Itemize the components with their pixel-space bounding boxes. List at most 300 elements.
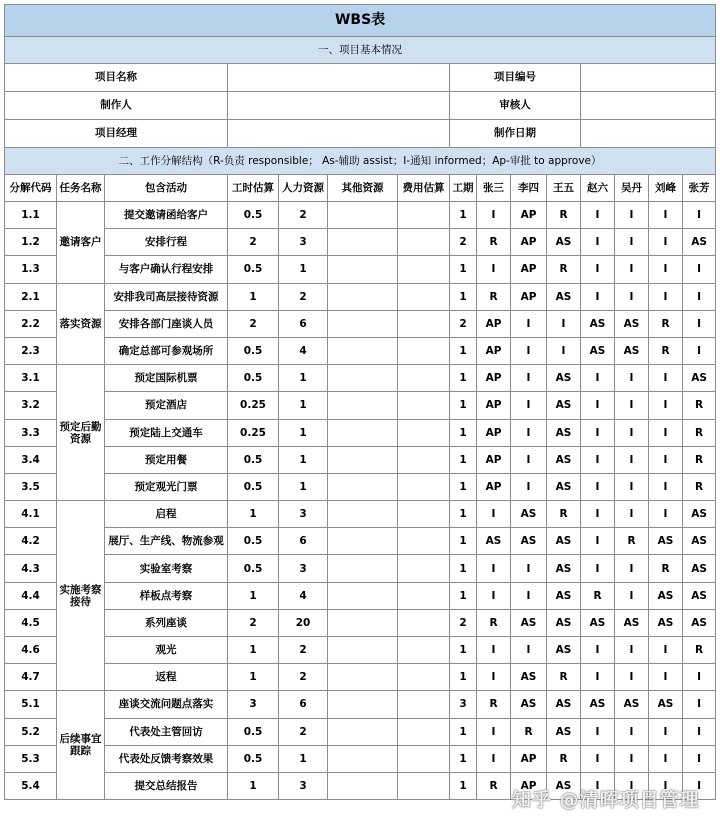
raci-cell[interactable]: I [581,392,615,419]
human-resources[interactable]: 6 [279,691,328,718]
raci-cell[interactable]: AS [511,691,547,718]
hours-estimate[interactable]: 0.25 [228,392,279,419]
raci-cell[interactable]: I [581,446,615,473]
raci-cell[interactable]: I [649,664,683,691]
wbs-code[interactable]: 1.3 [5,256,57,283]
wbs-code[interactable]: 3.1 [5,365,57,392]
cost-estimate[interactable] [398,745,450,772]
hours-estimate[interactable]: 1 [228,637,279,664]
raci-cell[interactable]: I [511,310,547,337]
raci-cell[interactable]: I [649,256,683,283]
raci-cell[interactable]: AS [511,501,547,528]
raci-cell[interactable]: AS [547,582,581,609]
raci-cell[interactable]: I [683,745,716,772]
hours-estimate[interactable]: 0.5 [228,446,279,473]
raci-cell[interactable]: R [547,664,581,691]
raci-cell[interactable]: AP [477,446,511,473]
other-resources[interactable] [328,718,398,745]
wbs-code[interactable]: 2.2 [5,310,57,337]
activity[interactable]: 实验室考察 [105,555,228,582]
date-value[interactable] [581,120,716,148]
other-resources[interactable] [328,555,398,582]
other-resources[interactable] [328,202,398,229]
raci-cell[interactable]: AS [547,609,581,636]
raci-cell[interactable]: I [581,637,615,664]
raci-cell[interactable]: I [477,637,511,664]
raci-cell[interactable]: AS [649,528,683,555]
duration[interactable]: 1 [450,501,477,528]
raci-cell[interactable]: I [581,501,615,528]
raci-cell[interactable]: R [547,501,581,528]
wbs-code[interactable]: 2.1 [5,283,57,310]
duration[interactable]: 2 [450,609,477,636]
reviewer-value[interactable] [581,92,716,120]
cost-estimate[interactable] [398,337,450,364]
cost-estimate[interactable] [398,609,450,636]
duration[interactable]: 1 [450,718,477,745]
raci-cell[interactable]: I [511,419,547,446]
raci-cell[interactable]: R [547,745,581,772]
duration[interactable]: 1 [450,473,477,500]
cost-estimate[interactable] [398,446,450,473]
cost-estimate[interactable] [398,528,450,555]
other-resources[interactable] [328,365,398,392]
raci-cell[interactable]: I [649,637,683,664]
raci-cell[interactable]: I [581,745,615,772]
duration[interactable]: 1 [450,337,477,364]
raci-cell[interactable]: I [683,664,716,691]
project-name-value[interactable] [228,64,450,92]
hours-estimate[interactable]: 0.25 [228,419,279,446]
cost-estimate[interactable] [398,555,450,582]
raci-cell[interactable]: AS [683,501,716,528]
author-value[interactable] [228,92,450,120]
duration[interactable]: 1 [450,555,477,582]
raci-cell[interactable]: AP [477,419,511,446]
wbs-code[interactable]: 3.3 [5,419,57,446]
raci-cell[interactable]: I [649,365,683,392]
raci-cell[interactable]: R [477,691,511,718]
raci-cell[interactable]: I [477,664,511,691]
raci-cell[interactable]: AS [615,310,649,337]
hours-estimate[interactable]: 3 [228,691,279,718]
raci-cell[interactable]: R [477,229,511,256]
raci-cell[interactable]: I [581,365,615,392]
raci-cell[interactable]: AS [683,582,716,609]
hours-estimate[interactable]: 1 [228,664,279,691]
raci-cell[interactable]: AS [547,637,581,664]
raci-cell[interactable]: I [683,256,716,283]
other-resources[interactable] [328,392,398,419]
hours-estimate[interactable]: 0.5 [228,256,279,283]
human-resources[interactable]: 20 [279,609,328,636]
raci-cell[interactable]: AS [683,528,716,555]
raci-cell[interactable]: I [649,501,683,528]
raci-cell[interactable]: AS [581,609,615,636]
hours-estimate[interactable]: 0.5 [228,202,279,229]
other-resources[interactable] [328,772,398,799]
raci-cell[interactable]: AS [547,691,581,718]
raci-cell[interactable]: AP [477,473,511,500]
raci-cell[interactable]: I [683,772,716,799]
raci-cell[interactable]: R [581,582,615,609]
human-resources[interactable]: 1 [279,745,328,772]
raci-cell[interactable]: AS [477,528,511,555]
cost-estimate[interactable] [398,283,450,310]
human-resources[interactable]: 1 [279,419,328,446]
raci-cell[interactable]: AS [615,691,649,718]
cost-estimate[interactable] [398,664,450,691]
duration[interactable]: 1 [450,446,477,473]
hours-estimate[interactable]: 2 [228,310,279,337]
activity[interactable]: 安排行程 [105,229,228,256]
hours-estimate[interactable]: 2 [228,229,279,256]
duration[interactable]: 1 [450,202,477,229]
human-resources[interactable]: 4 [279,337,328,364]
raci-cell[interactable]: AS [547,772,581,799]
hours-estimate[interactable]: 0.5 [228,555,279,582]
other-resources[interactable] [328,691,398,718]
other-resources[interactable] [328,473,398,500]
raci-cell[interactable]: I [615,582,649,609]
duration[interactable]: 1 [450,419,477,446]
human-resources[interactable]: 3 [279,555,328,582]
raci-cell[interactable]: AS [683,555,716,582]
task-name[interactable]: 落实资源 [57,283,105,365]
duration[interactable]: 1 [450,256,477,283]
activity[interactable]: 展厅、生产线、物流参观 [105,528,228,555]
raci-cell[interactable]: I [581,256,615,283]
human-resources[interactable]: 1 [279,256,328,283]
activity[interactable]: 系列座谈 [105,609,228,636]
raci-cell[interactable]: AP [477,337,511,364]
raci-cell[interactable]: I [581,229,615,256]
wbs-code[interactable]: 4.6 [5,637,57,664]
raci-cell[interactable]: R [683,637,716,664]
raci-cell[interactable]: R [683,446,716,473]
human-resources[interactable]: 3 [279,229,328,256]
raci-cell[interactable]: R [547,256,581,283]
project-no-value[interactable] [581,64,716,92]
human-resources[interactable]: 2 [279,664,328,691]
human-resources[interactable]: 1 [279,365,328,392]
other-resources[interactable] [328,582,398,609]
other-resources[interactable] [328,637,398,664]
raci-cell[interactable]: I [615,473,649,500]
raci-cell[interactable]: R [649,310,683,337]
activity[interactable]: 预定陆上交通车 [105,419,228,446]
duration[interactable]: 1 [450,365,477,392]
raci-cell[interactable]: AS [511,609,547,636]
activity[interactable]: 提交邀请函给客户 [105,202,228,229]
cost-estimate[interactable] [398,637,450,664]
human-resources[interactable]: 1 [279,392,328,419]
raci-cell[interactable]: AS [547,446,581,473]
raci-cell[interactable]: I [615,419,649,446]
hours-estimate[interactable]: 0.5 [228,528,279,555]
raci-cell[interactable]: I [581,664,615,691]
wbs-code[interactable]: 3.2 [5,392,57,419]
other-resources[interactable] [328,283,398,310]
duration[interactable]: 1 [450,582,477,609]
cost-estimate[interactable] [398,718,450,745]
raci-cell[interactable]: I [581,202,615,229]
duration[interactable]: 1 [450,772,477,799]
raci-cell[interactable]: AS [547,528,581,555]
raci-cell[interactable]: AP [511,283,547,310]
raci-cell[interactable]: AP [477,392,511,419]
activity[interactable]: 代表处主管回访 [105,718,228,745]
raci-cell[interactable]: I [547,310,581,337]
raci-cell[interactable]: I [683,283,716,310]
raci-cell[interactable]: AS [581,337,615,364]
human-resources[interactable]: 2 [279,637,328,664]
raci-cell[interactable]: I [683,718,716,745]
raci-cell[interactable]: I [649,392,683,419]
other-resources[interactable] [328,337,398,364]
raci-cell[interactable]: I [615,202,649,229]
task-name[interactable]: 后续事宜跟踪 [57,691,105,800]
raci-cell[interactable]: I [511,582,547,609]
raci-cell[interactable]: I [615,555,649,582]
hours-estimate[interactable]: 2 [228,609,279,636]
activity[interactable]: 返程 [105,664,228,691]
duration[interactable]: 1 [450,664,477,691]
wbs-code[interactable]: 5.1 [5,691,57,718]
cost-estimate[interactable] [398,365,450,392]
raci-cell[interactable]: AS [547,283,581,310]
wbs-code[interactable]: 4.2 [5,528,57,555]
human-resources[interactable]: 1 [279,446,328,473]
raci-cell[interactable]: AS [615,337,649,364]
raci-cell[interactable]: I [615,637,649,664]
raci-cell[interactable]: AS [547,419,581,446]
raci-cell[interactable]: AS [547,229,581,256]
manager-value[interactable] [228,120,450,148]
human-resources[interactable]: 2 [279,202,328,229]
activity[interactable]: 观光 [105,637,228,664]
activity[interactable]: 安排各部门座谈人员 [105,310,228,337]
raci-cell[interactable]: AS [649,609,683,636]
raci-cell[interactable]: I [477,555,511,582]
duration[interactable]: 1 [450,528,477,555]
activity[interactable]: 预定观光门票 [105,473,228,500]
raci-cell[interactable]: AP [511,256,547,283]
cost-estimate[interactable] [398,691,450,718]
raci-cell[interactable]: R [511,718,547,745]
cost-estimate[interactable] [398,202,450,229]
cost-estimate[interactable] [398,392,450,419]
raci-cell[interactable]: AS [683,609,716,636]
raci-cell[interactable]: I [477,582,511,609]
activity[interactable]: 预定国际机票 [105,365,228,392]
hours-estimate[interactable]: 0.5 [228,718,279,745]
raci-cell[interactable]: AS [547,555,581,582]
task-name[interactable]: 预定后勤资源 [57,365,105,501]
raci-cell[interactable]: I [649,419,683,446]
hours-estimate[interactable]: 0.5 [228,745,279,772]
other-resources[interactable] [328,229,398,256]
raci-cell[interactable]: I [477,202,511,229]
cost-estimate[interactable] [398,310,450,337]
cost-estimate[interactable] [398,501,450,528]
raci-cell[interactable]: I [477,718,511,745]
raci-cell[interactable]: AS [649,582,683,609]
wbs-code[interactable]: 1.1 [5,202,57,229]
activity[interactable]: 确定总部可参观场所 [105,337,228,364]
duration[interactable]: 1 [450,392,477,419]
raci-cell[interactable]: AS [511,664,547,691]
task-name[interactable]: 邀请客户 [57,202,105,284]
human-resources[interactable]: 3 [279,772,328,799]
cost-estimate[interactable] [398,772,450,799]
activity[interactable]: 座谈交流问题点落实 [105,691,228,718]
wbs-code[interactable]: 1.2 [5,229,57,256]
cost-estimate[interactable] [398,229,450,256]
raci-cell[interactable]: I [615,501,649,528]
wbs-code[interactable]: 5.2 [5,718,57,745]
raci-cell[interactable]: AS [547,718,581,745]
raci-cell[interactable]: I [649,745,683,772]
raci-cell[interactable]: I [615,664,649,691]
raci-cell[interactable]: I [511,446,547,473]
raci-cell[interactable]: I [511,637,547,664]
raci-cell[interactable]: AP [477,310,511,337]
hours-estimate[interactable]: 1 [228,283,279,310]
other-resources[interactable] [328,609,398,636]
other-resources[interactable] [328,446,398,473]
cost-estimate[interactable] [398,473,450,500]
raci-cell[interactable]: R [477,283,511,310]
raci-cell[interactable]: AP [477,365,511,392]
raci-cell[interactable]: I [581,419,615,446]
raci-cell[interactable]: I [615,392,649,419]
human-resources[interactable]: 4 [279,582,328,609]
raci-cell[interactable]: AS [683,365,716,392]
human-resources[interactable]: 6 [279,310,328,337]
cost-estimate[interactable] [398,256,450,283]
raci-cell[interactable]: I [581,555,615,582]
human-resources[interactable]: 1 [279,473,328,500]
raci-cell[interactable]: I [649,718,683,745]
raci-cell[interactable]: I [649,772,683,799]
raci-cell[interactable]: I [683,202,716,229]
raci-cell[interactable]: I [581,528,615,555]
hours-estimate[interactable]: 0.5 [228,365,279,392]
other-resources[interactable] [328,745,398,772]
raci-cell[interactable]: I [477,745,511,772]
human-resources[interactable]: 2 [279,718,328,745]
other-resources[interactable] [328,501,398,528]
raci-cell[interactable]: I [581,772,615,799]
other-resources[interactable] [328,528,398,555]
raci-cell[interactable]: I [581,473,615,500]
raci-cell[interactable]: AS [547,473,581,500]
wbs-code[interactable]: 5.4 [5,772,57,799]
wbs-code[interactable]: 5.3 [5,745,57,772]
raci-cell[interactable]: I [649,446,683,473]
activity[interactable]: 提交总结报告 [105,772,228,799]
raci-cell[interactable]: I [511,392,547,419]
duration[interactable]: 1 [450,283,477,310]
raci-cell[interactable]: R [615,528,649,555]
raci-cell[interactable]: AS [547,365,581,392]
duration[interactable]: 3 [450,691,477,718]
raci-cell[interactable]: I [547,337,581,364]
raci-cell[interactable]: R [649,555,683,582]
raci-cell[interactable]: I [615,283,649,310]
raci-cell[interactable]: I [683,337,716,364]
activity[interactable]: 安排我司高层接待资源 [105,283,228,310]
raci-cell[interactable]: R [547,202,581,229]
human-resources[interactable]: 6 [279,528,328,555]
activity[interactable]: 启程 [105,501,228,528]
duration[interactable]: 1 [450,637,477,664]
hours-estimate[interactable]: 0.5 [228,337,279,364]
human-resources[interactable]: 3 [279,501,328,528]
task-name[interactable]: 实施考察接待 [57,501,105,691]
raci-cell[interactable]: I [683,310,716,337]
raci-cell[interactable]: AS [511,528,547,555]
raci-cell[interactable]: I [511,555,547,582]
wbs-code[interactable]: 3.5 [5,473,57,500]
raci-cell[interactable]: I [615,745,649,772]
raci-cell[interactable]: R [477,609,511,636]
wbs-code[interactable]: 4.1 [5,501,57,528]
hours-estimate[interactable]: 0.5 [228,473,279,500]
activity[interactable]: 样板点考察 [105,582,228,609]
raci-cell[interactable]: AP [511,772,547,799]
raci-cell[interactable]: I [477,501,511,528]
raci-cell[interactable]: I [615,772,649,799]
raci-cell[interactable]: R [477,772,511,799]
raci-cell[interactable]: AP [511,229,547,256]
raci-cell[interactable]: I [511,473,547,500]
raci-cell[interactable]: AS [581,310,615,337]
raci-cell[interactable]: AS [547,392,581,419]
activity[interactable]: 与客户确认行程安排 [105,256,228,283]
duration[interactable]: 1 [450,745,477,772]
raci-cell[interactable]: I [581,718,615,745]
cost-estimate[interactable] [398,582,450,609]
raci-cell[interactable]: R [683,473,716,500]
raci-cell[interactable]: I [511,365,547,392]
raci-cell[interactable]: I [649,229,683,256]
raci-cell[interactable]: I [683,691,716,718]
raci-cell[interactable]: I [615,256,649,283]
wbs-code[interactable]: 4.4 [5,582,57,609]
raci-cell[interactable]: I [615,229,649,256]
hours-estimate[interactable]: 1 [228,582,279,609]
raci-cell[interactable]: I [649,202,683,229]
raci-cell[interactable]: I [615,446,649,473]
other-resources[interactable] [328,256,398,283]
activity[interactable]: 预定用餐 [105,446,228,473]
other-resources[interactable] [328,664,398,691]
raci-cell[interactable]: AS [581,691,615,718]
wbs-code[interactable]: 2.3 [5,337,57,364]
raci-cell[interactable]: I [477,256,511,283]
raci-cell[interactable]: R [683,419,716,446]
wbs-code[interactable]: 3.4 [5,446,57,473]
human-resources[interactable]: 2 [279,283,328,310]
raci-cell[interactable]: R [683,392,716,419]
raci-cell[interactable]: AP [511,745,547,772]
activity[interactable]: 预定酒店 [105,392,228,419]
raci-cell[interactable]: I [511,337,547,364]
raci-cell[interactable]: AS [615,609,649,636]
raci-cell[interactable]: AS [683,229,716,256]
